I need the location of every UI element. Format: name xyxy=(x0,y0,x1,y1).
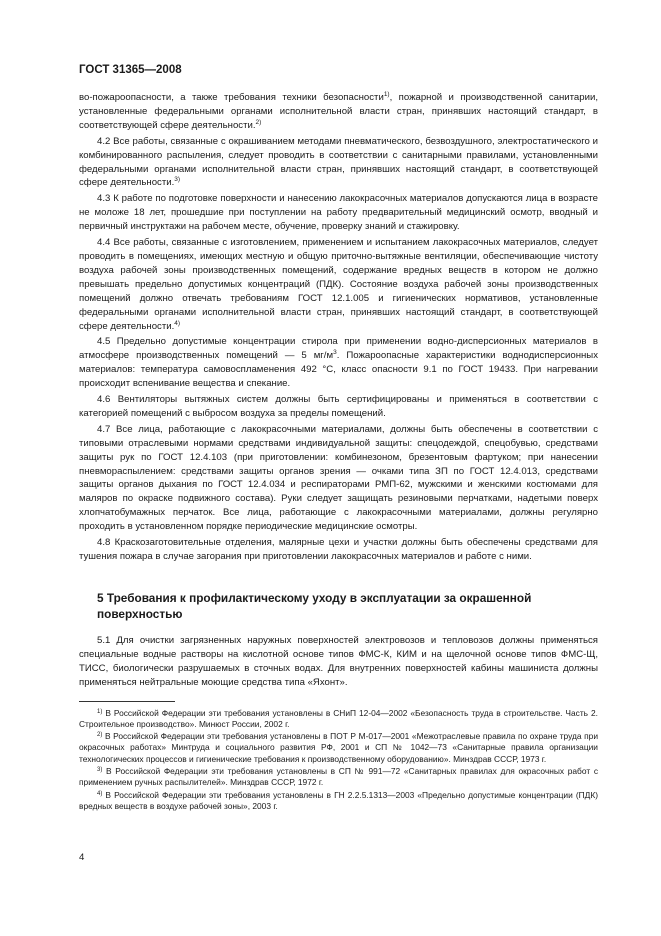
footnote-text: В Российской Федерации эти требования установлены в ПОТ Р М-017—2001 «Межотраслевые правила по охране труда при окрасочных работах» Минтруда и социального развития РФ, 2001 и СП № 1042—73 «Санитарные правила организации технологических процессов и гигиенические требования к производственному оборудованию». Минздрав СССР, 1973 г. xyxy=(79,731,599,764)
paragraph-4-2 xyxy=(79,135,598,191)
footnote-mark: 3) xyxy=(97,767,103,774)
footnote-text: В Российской Федерации эти требования установлены в СП № 991—72 «Санитарных правилах для окрасочных работ с применением ручных распылителей». Минздрав СССР, 1972 г. xyxy=(79,766,599,788)
paragraph-text: . Пожароопасные характеристики воднодисперсионных материалов: температура самовоспламенения 492 °С, класс опасности 9.1 по ГОСТ 19433. При нагревании происходит вспенивание вещества и спекание. xyxy=(79,350,598,390)
superscript: 3 xyxy=(333,349,337,357)
paragraph-4-5 xyxy=(79,335,598,391)
page-number: 4 xyxy=(79,852,85,863)
footnote-ref[interactable]: 3) xyxy=(174,176,181,184)
document-header: ГОСТ 31365—2008 xyxy=(79,64,182,76)
footnote-3 xyxy=(79,766,598,789)
paragraph-4-4 xyxy=(79,236,598,333)
footnote-mark: 1) xyxy=(97,708,103,715)
footnote-text: В Российской Федерации эти требования установлены в ГН 2.2.5.1313—2003 «Предельно допустимые концентрации (ПДК) вредных веществ в воздухе рабочей зоны», 2003 г. xyxy=(79,789,598,811)
paragraph-text: 4.4 Все работы, связанные с изготовлением, применением и испытанием лакокрасочных материалов, следует проводить в помещениях, имеющих местную и общую приточно-вытяжные вентиляции, обеспечивающие чистоту воздуха рабочей зоны производственных помещений, содержание вредных веществ в котором не должно превышать предельно допустимых концентраций (ПДК). Состояние воздуха рабочей зоны производственных помещений должно отвечать требованиям ГОСТ 12.1.005 и гигиенических нормативов, установленные федеральными органами исполнительной власти стран, принявших настоящий стандарт, в соответствующей сфере деятельности. xyxy=(79,237,598,332)
paragraph-5-1: 5.1 Для очистки загрязненных наружных поверхностей электровозов и тепловозов должны применяться специальные водные растворы на кислотной основе типов ФМС-К, КИМ и на щелочной основе типов ФМС-Щ, ТИСС, биологически разрушаемых в сточных водах. Для внутренних поверхностей кабины машиниста должны применяться нейтральные моющие средства типа «Яхонт». xyxy=(79,634,598,688)
paragraph-4-7: 4.7 Все лица, работающие с лакокрасочными материалами, должны быть обеспечены в соответствии с типовыми отраслевыми нормами средствами индивидуальной защиты: спецодеждой, спецобувью, средствами защиты рук по ГОСТ 12.4.103 (при приготовлении: комбинезоном, брезентовым фартуком; при нанесении пневмораспылением: средствами защиты органов зрения — очками типа ЗП по ГОСТ 12.4.013, средствами защиты органов дыхания по ГОСТ 12.4.034 и респираторами РМП-62, мужскими и женскими костюмами для маляров по окраске подвижного состава). Руки следует защищать резиновыми перчатками, надетыми поверх хлопчатобумажных перчаток. Все лица, работающие с лакокрасочными материалами, должны регулярно проходить в установленном порядке периодические медицинские осмотры. xyxy=(79,423,598,533)
paragraph-4-8: 4.8 Краскозаготовительные отделения, малярные цехи и участки должны быть обеспечены средствами для тушения пожара в случае загорания при приготовлении лакокрасочных материалов и работе с ними. xyxy=(79,537,598,562)
paragraph-text: 4.2 Все работы, связанные с окрашиванием методами пневматического, безвоздушного, электростатического и комбинированного распыления, следует проводить в соответствии с санитарными правилами, установленными федеральными органами исполнительной власти стран, принявших настоящий стандарт, в соответствующей сфере деятельности. xyxy=(79,135,598,189)
paragraph-text: во-пожароопасности, а также требования техники безопасности xyxy=(79,92,384,103)
section-5-heading: 5 Требования к профилактическому уходу в эксплуатации за окрашенной поверхностью xyxy=(97,590,532,621)
page-content xyxy=(79,91,598,813)
footnote-ref[interactable]: 1) xyxy=(383,91,390,98)
paragraph-4-6: 4.6 Вентиляторы вытяжных систем должны быть сертифицированы и применяться в соответствии с категорией помещений с выбросом воздуха за пределы помещений. xyxy=(79,394,598,419)
paragraph-text: 4.5 Предельно допустимые концентрации стирола при применении водно-дисперсионных материалов в атмосфере производственных помещений — 5 мг/м xyxy=(79,336,598,362)
footnote-4 xyxy=(79,790,598,813)
footnote-mark: 2) xyxy=(97,732,103,739)
paragraph-text: , пожарной и производственной санитарии, установленные федеральными органами исполнительной власти стран, принявших настоящий стандарт, в соответствующей сфере деятельности. xyxy=(79,92,598,131)
footnote-1 xyxy=(79,708,598,731)
footnote-2 xyxy=(79,731,598,765)
footnotes xyxy=(79,708,598,813)
footnote-ref[interactable]: 4) xyxy=(174,319,181,327)
paragraph-continuation xyxy=(79,91,598,133)
footnote-text: В Российской Федерации эти требования установлены в СНиП 12-04—2002 «Безопасность труда в строительстве. Часть 2. Строительное производство». Минюст России, 2002 г. xyxy=(79,707,598,729)
footnote-divider xyxy=(79,701,175,702)
footnote-ref[interactable]: 2) xyxy=(255,118,262,126)
paragraph-4-3: 4.3 К работе по подготовке поверхности и нанесению лакокрасочных материалов допускаются лица в возрасте не моложе 18 лет, прошедшие при поступлении на работу предварительный медицинский осмотр, вводный и первичный инструктажи на рабочем месте, обучение, проверку знаний и стажировку. xyxy=(79,193,598,233)
footnote-mark: 4) xyxy=(97,790,103,797)
